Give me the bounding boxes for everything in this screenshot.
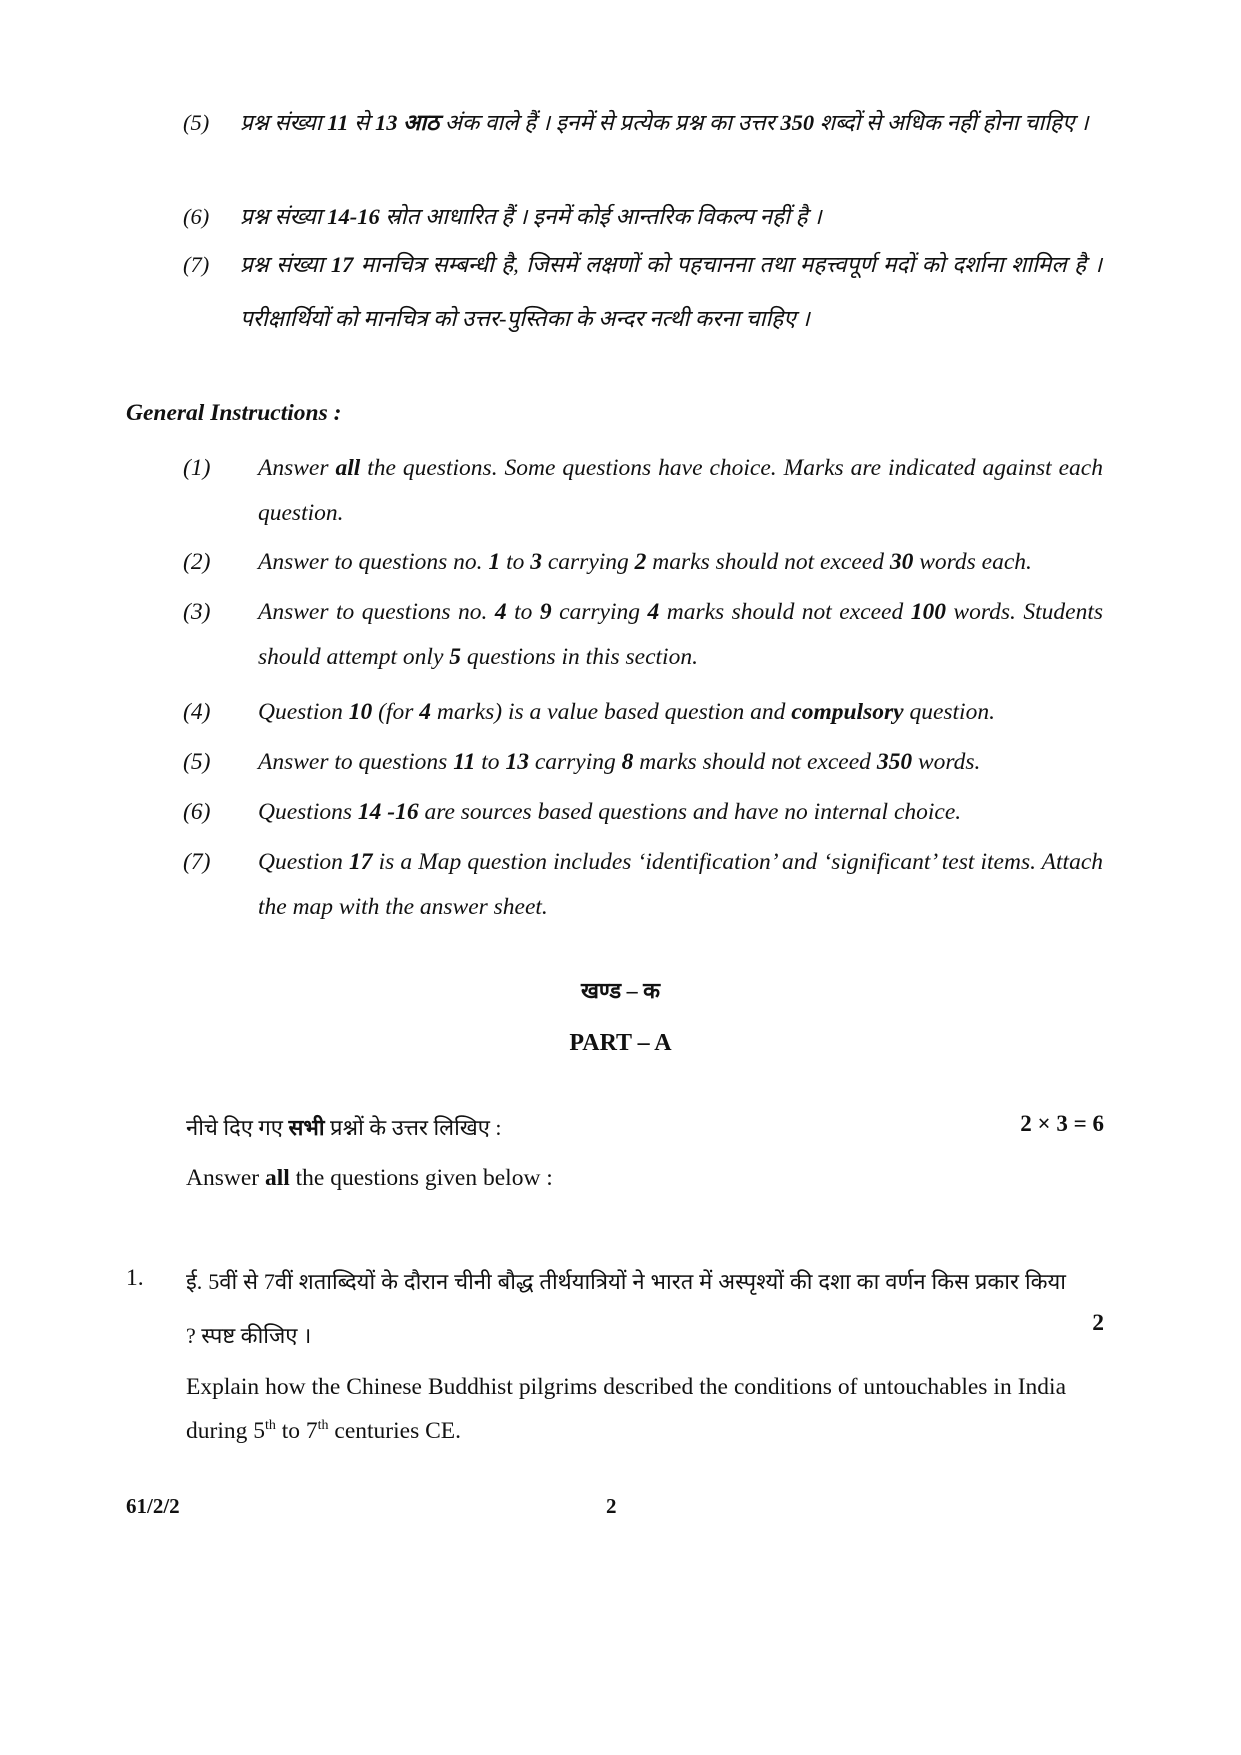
bold-text: 11 bbox=[453, 749, 476, 775]
superscript-th-2: th bbox=[317, 1418, 329, 1434]
marks-total: 2 × 3 = 6 bbox=[1020, 1111, 1104, 1136]
text-segment: अंक वाले हैं । इनमें से प्रत्येक प्रश्न का उत्तर bbox=[439, 110, 781, 135]
question-en-part-c: centuries CE. bbox=[328, 1418, 462, 1444]
bold-text: 30 bbox=[889, 549, 914, 575]
question-en-part-b: to 7 bbox=[275, 1418, 318, 1444]
bold-text: 350 bbox=[876, 749, 913, 775]
text-segment: is a Map question includes ‘identification’ and ‘significant’ test items. Attach the map with the answer sheet. bbox=[258, 849, 1104, 920]
general-instruction-item-number: (1) bbox=[183, 455, 211, 481]
bold-text: 350 bbox=[780, 110, 815, 135]
general-instruction-item-number: (6) bbox=[183, 799, 211, 825]
text-segment: marks should not exceed bbox=[633, 749, 877, 775]
text-segment: question. bbox=[903, 699, 995, 725]
text-segment: words each. bbox=[913, 549, 1032, 575]
general-instruction-item-text bbox=[258, 790, 1103, 835]
text-segment: marks should not exceed bbox=[659, 599, 911, 625]
text-segment: to bbox=[500, 549, 531, 575]
text-segment: are sources based questions and have no internal choice. bbox=[418, 799, 962, 825]
text-segment: प्रश्न संख्या bbox=[240, 252, 331, 277]
general-instruction-item-text bbox=[258, 446, 1103, 536]
text-segment: words. Students should attempt only bbox=[258, 599, 1104, 670]
text-segment: Answer to questions no. bbox=[258, 549, 489, 575]
general-instruction-item-text bbox=[258, 840, 1103, 930]
text-segment: carrying bbox=[551, 599, 648, 625]
bold-text: 1 bbox=[488, 549, 501, 575]
general-instruction-item-text bbox=[258, 740, 1103, 785]
instr-en-after: the questions given below : bbox=[289, 1165, 553, 1191]
bold-text: 10 bbox=[348, 699, 373, 725]
question-text-hindi: ई. 5वीं से 7वीं शताब्दियों के दौरान चीनी बौद्ध तीर्थयात्रियों ने भारत में अस्पृश्यों की दशा का वर्णन किस प्रकार किया ? स्पष्ट कीजिए । bbox=[186, 1269, 1066, 1348]
section-heading-english: PART – A bbox=[569, 1030, 672, 1056]
answer-instruction-english bbox=[186, 1165, 553, 1192]
paper-code: 61/2/2 bbox=[126, 1494, 180, 1518]
bold-text: 100 bbox=[910, 599, 946, 625]
bold-text: 14 -16 bbox=[357, 799, 419, 825]
general-instruction-item-number: (4) bbox=[183, 699, 211, 725]
instr-hi-after: प्रश्नों के उत्तर लिखिए : bbox=[324, 1115, 502, 1140]
superscript-th-1: th bbox=[264, 1418, 276, 1434]
hindi-instruction-item-text bbox=[240, 190, 1102, 244]
question-marks: 2 bbox=[1092, 1310, 1104, 1336]
text-segment: marks) is a value based question and bbox=[430, 699, 792, 725]
text-segment: carrying bbox=[528, 749, 622, 775]
bold-text: 17 bbox=[330, 252, 354, 277]
general-instruction-item-number: (2) bbox=[183, 549, 211, 575]
answer-instruction-hindi bbox=[186, 1112, 502, 1142]
bold-text: 9 bbox=[539, 599, 552, 625]
general-instruction-item-text bbox=[258, 690, 1103, 735]
text-segment: Question bbox=[258, 849, 349, 875]
text-segment: मानचित्र सम्बन्धी है, जिसमें लक्षणों को पहचानना तथा महत्त्वपूर्ण मदों को दर्शाना शामिल है । परीक्षार्थियों को मानचित्र को उत्तर-पुस्तिका के अन्दर नत्थी करना चाहिए । bbox=[240, 252, 1102, 331]
general-instruction-item-number: (7) bbox=[183, 849, 211, 875]
hindi-instruction-item-text bbox=[240, 96, 1102, 150]
bold-text: 8 bbox=[621, 749, 634, 775]
section-heading-hindi: खण्ड – क bbox=[580, 978, 661, 1003]
question-text-english bbox=[186, 1365, 1066, 1453]
instr-en-before: Answer bbox=[186, 1165, 265, 1191]
general-instruction-item-number: (3) bbox=[183, 599, 211, 625]
instr-hi-bold: सभी bbox=[288, 1115, 325, 1140]
bold-text: 14-16 bbox=[327, 204, 380, 229]
text-segment: Question bbox=[258, 699, 349, 725]
text-segment: questions in this section. bbox=[461, 644, 698, 670]
text-segment: शब्दों से अधिक नहीं होना चाहिए । bbox=[814, 110, 1089, 135]
general-instruction-item-number: (5) bbox=[183, 749, 211, 775]
text-segment: Answer bbox=[258, 455, 336, 481]
text-segment: स्रोत आधारित हैं । इनमें कोई आन्तरिक विकल्प नहीं है । bbox=[379, 204, 822, 229]
hindi-instruction-item-number: (5) bbox=[183, 110, 210, 135]
text-segment: प्रश्न संख्या bbox=[240, 110, 328, 135]
general-instruction-item-text bbox=[258, 540, 1103, 585]
bold-text: आठ bbox=[403, 110, 440, 135]
text-segment: से bbox=[348, 110, 375, 135]
bold-text: 3 bbox=[530, 549, 542, 575]
text-segment: Answer to questions no. bbox=[258, 599, 495, 625]
question-en-part-a: Explain how the Chinese Buddhist pilgrims described the conditions of untouchables in India during 5 bbox=[186, 1374, 1066, 1444]
bold-text: all bbox=[335, 455, 361, 481]
hindi-instruction-item-text bbox=[240, 238, 1102, 346]
text-segment: Answer to questions bbox=[258, 749, 454, 775]
general-instructions-title: General Instructions : bbox=[126, 400, 342, 426]
instr-hi-before: नीचे दिए गए bbox=[186, 1115, 289, 1140]
hindi-instruction-item-number: (7) bbox=[183, 252, 210, 277]
text-segment: to bbox=[506, 599, 540, 625]
text-segment: carrying bbox=[541, 549, 635, 575]
bold-text: 17 bbox=[348, 849, 373, 875]
bold-text: 4 bbox=[647, 599, 660, 625]
text-segment: (for bbox=[372, 699, 420, 725]
hindi-instruction-item-number: (6) bbox=[183, 204, 210, 229]
bold-text: 4 bbox=[494, 599, 507, 625]
text-segment: the questions. Some questions have choice. Marks are indicated against each question. bbox=[258, 455, 1103, 526]
text-segment: marks should not exceed bbox=[646, 549, 890, 575]
bold-text: 13 bbox=[374, 110, 398, 135]
bold-text: compulsory bbox=[791, 699, 904, 725]
bold-text: 2 bbox=[634, 549, 647, 575]
bold-text: 4 bbox=[419, 699, 431, 725]
page-number: 2 bbox=[606, 1494, 617, 1518]
instr-en-bold: all bbox=[264, 1165, 290, 1191]
general-instruction-item-text bbox=[258, 590, 1103, 680]
text-segment: to bbox=[475, 749, 506, 775]
question-number: 1. bbox=[126, 1265, 144, 1291]
text-segment: प्रश्न संख्या bbox=[240, 204, 328, 229]
bold-text: 11 bbox=[327, 110, 349, 135]
text-segment: Questions bbox=[258, 799, 358, 825]
bold-text: 5 bbox=[449, 644, 461, 670]
bold-text: 13 bbox=[505, 749, 529, 775]
text-segment: words. bbox=[912, 749, 981, 775]
